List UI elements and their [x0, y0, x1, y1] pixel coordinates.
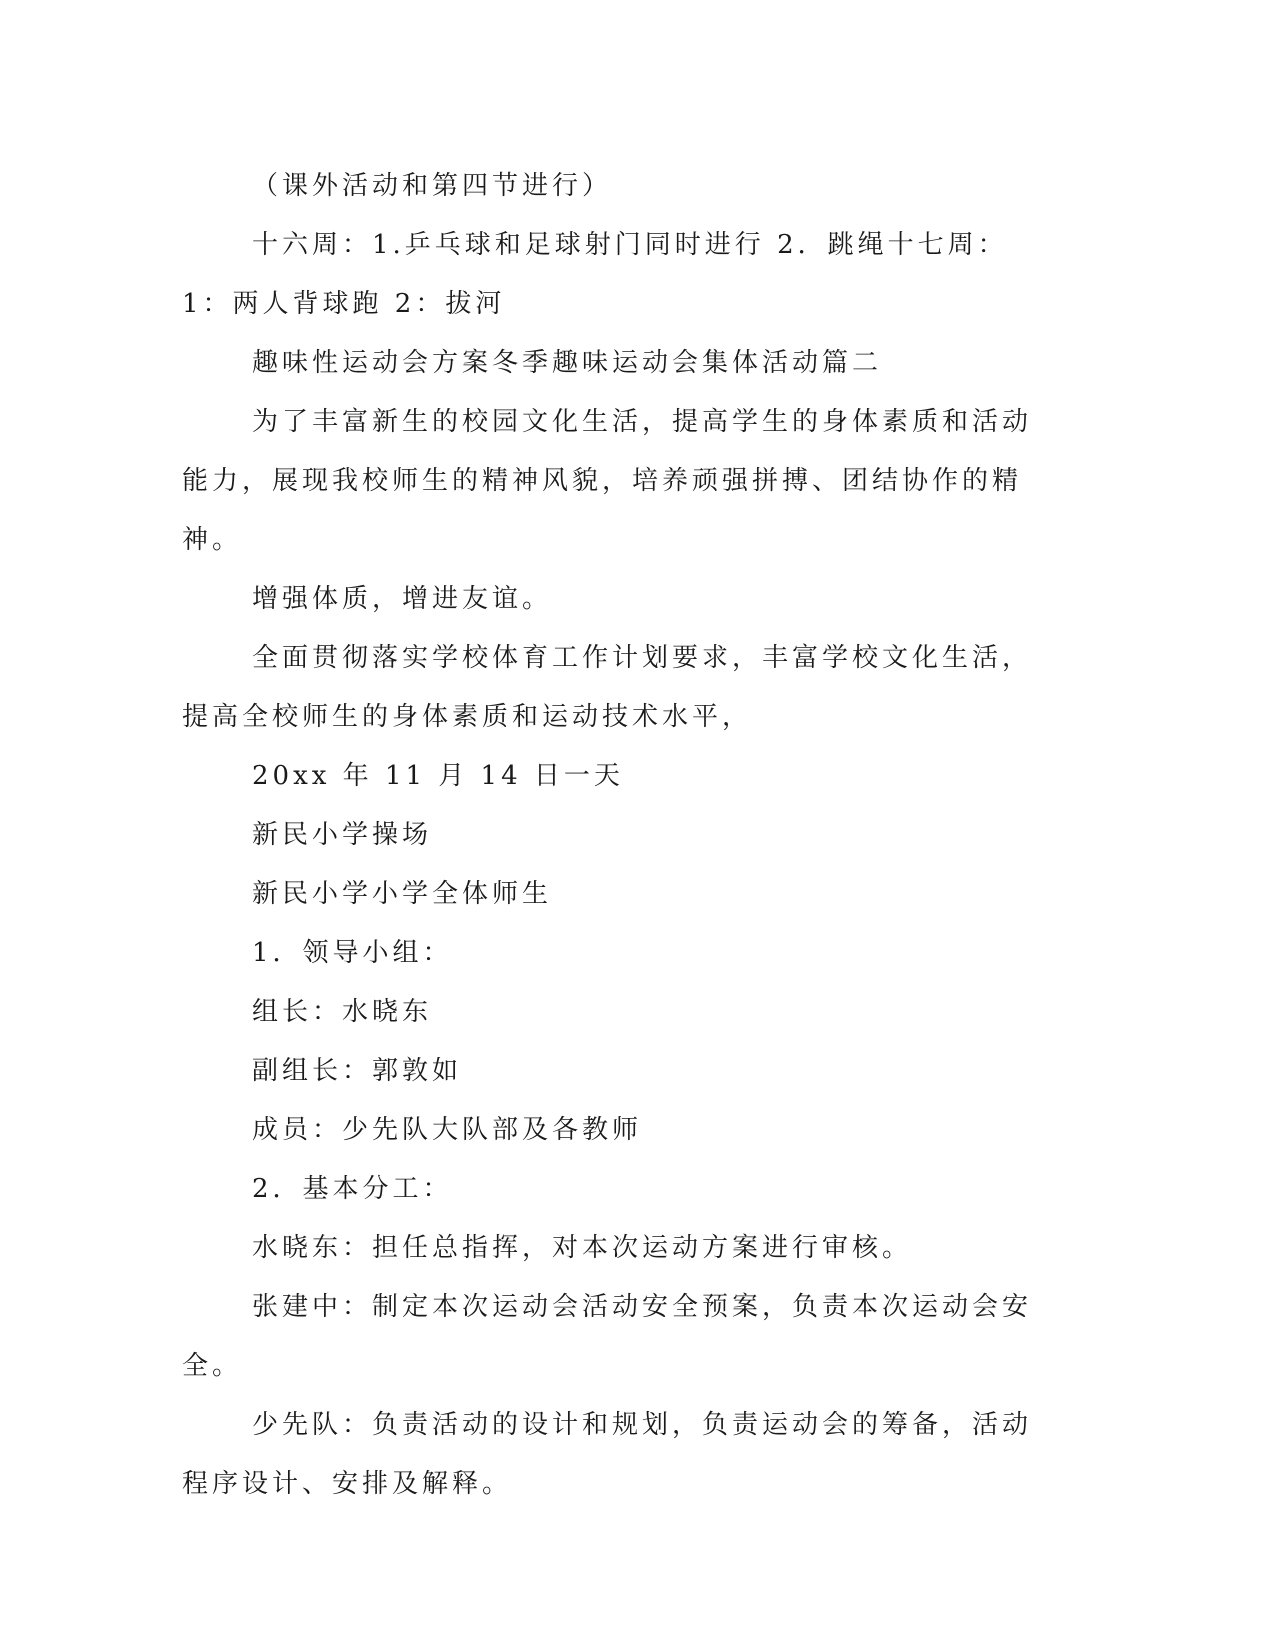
paragraph-duty-commander: 水晓东：担任总指挥，对本次运动方案进行审核。 [252, 1233, 913, 1263]
paragraph-purpose: 为了丰富新生的校园文化生活，提高学生的身体素质和活动能力，展现我校师生的精神风貌，培养顽强拼搏、团结协作的精神。 [182, 407, 1033, 555]
paragraph-theme: 增强体质，增进友谊。 [252, 584, 553, 614]
paragraph-leader: 组长：水晓东 [252, 997, 433, 1027]
paragraph-date: 20xx 年 11 月 14 日一天 [252, 761, 624, 791]
paragraph-activity-time-note: （课外活动和第四节进行） [252, 171, 613, 201]
paragraph-leadership-heading: 1．领导小组： [252, 938, 453, 968]
paragraph-duty-safety: 张建中：制定本次运动会活动安全预案，负责本次运动会安全。 [182, 1292, 1033, 1381]
paragraph-participants: 新民小学小学全体师生 [252, 879, 553, 909]
paragraph-week-schedule: 十六周：1.乒乓球和足球射门同时进行 2．跳绳十七周：1：两人背球跑 2：拔河 [182, 230, 1008, 319]
paragraph-duty-planning: 少先队：负责活动的设计和规划，负责运动会的筹备，活动程序设计、安排及解释。 [182, 1410, 1033, 1499]
paragraph-venue: 新民小学操场 [252, 820, 433, 850]
paragraph-deputy-leader: 副组长：郭敦如 [252, 1056, 463, 1086]
paragraph-division-heading: 2．基本分工： [252, 1174, 453, 1204]
paragraph-guideline: 全面贯彻落实学校体育工作计划要求，丰富学校文化生活，提高全校师生的身体素质和运动技术水平， [182, 643, 1033, 732]
paragraph-members: 成员：少先队大队部及各教师 [252, 1115, 643, 1145]
paragraph-section-title: 趣味性运动会方案冬季趣味运动会集体活动篇二 [252, 348, 883, 378]
document-body [182, 157, 1042, 1514]
